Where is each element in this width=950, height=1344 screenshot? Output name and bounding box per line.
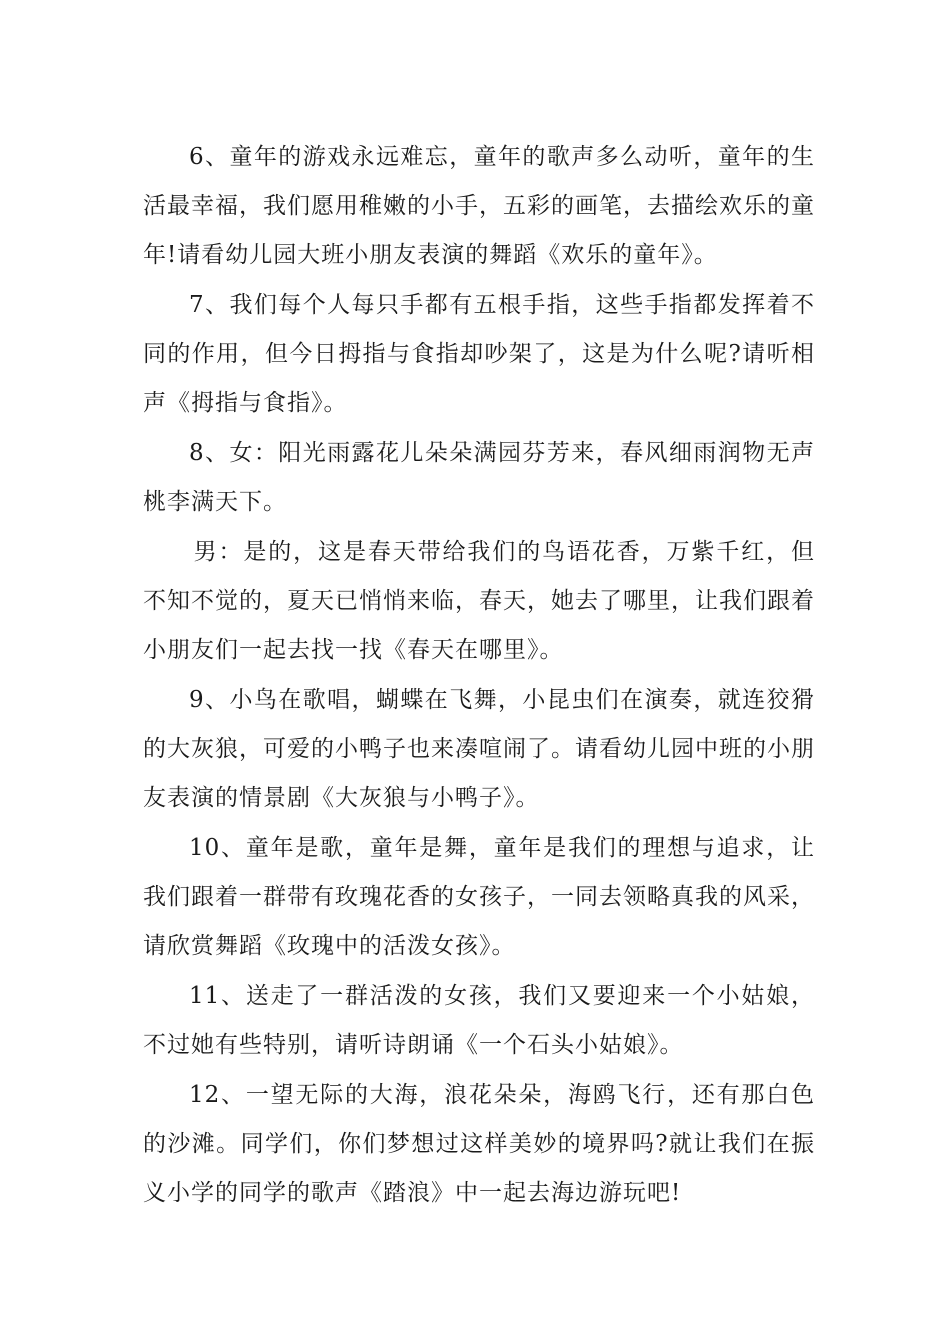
document-body [143,133,815,1219]
paragraph-12: 12、一望无际的大海，浪花朵朵，海鸥飞行，还有那白色的沙滩。同学们，你们梦想过这样美妙的境界吗?就让我们在振义小学的同学的歌声《踏浪》中一起去海边游玩吧! [143,1082,815,1206]
paragraph-6: 6、童年的游戏永远难忘，童年的歌声多么动听，童年的生活最幸福，我们愿用稚嫩的小手，五彩的画笔，去描绘欢乐的童年!请看幼儿园大班小朋友表演的舞蹈《欢乐的童年》。 [143,144,815,268]
paragraph-9: 9、小鸟在歌唱，蝴蝶在飞舞，小昆虫们在演奏，就连狡猾的大灰狼，可爱的小鸭子也来凑喧闹了。请看幼儿园中班的小朋友表演的情景剧《大灰狼与小鸭子》。 [143,687,815,811]
paragraph-10: 10、童年是歌，童年是舞，童年是我们的理想与追求，让我们跟着一群带有玫瑰花香的女孩子，一同去领略真我的风采，请欣赏舞蹈《玫瑰中的活泼女孩》。 [143,835,815,959]
paragraph-11: 11、送走了一群活泼的女孩，我们又要迎来一个小姑娘，不过她有些特别，请听诗朗诵《一个石头小姑娘》。 [143,983,815,1058]
paragraph-8: 8、女：阳光雨露花儿朵朵满园芬芳来，春风细雨润物无声桃李满天下。 [143,440,815,515]
paragraph-7: 7、我们每个人每只手都有五根手指，这些手指都发挥着不同的作用，但今日拇指与食指却吵架了，这是为什么呢?请听相声《拇指与食指》。 [143,292,815,416]
paragraph-8-male: 男：是的，这是春天带给我们的鸟语花香，万紫千红，但不知不觉的，夏天已悄悄来临，春天，她去了哪里，让我们跟着小朋友们一起去找一找《春天在哪里》。 [143,539,815,663]
